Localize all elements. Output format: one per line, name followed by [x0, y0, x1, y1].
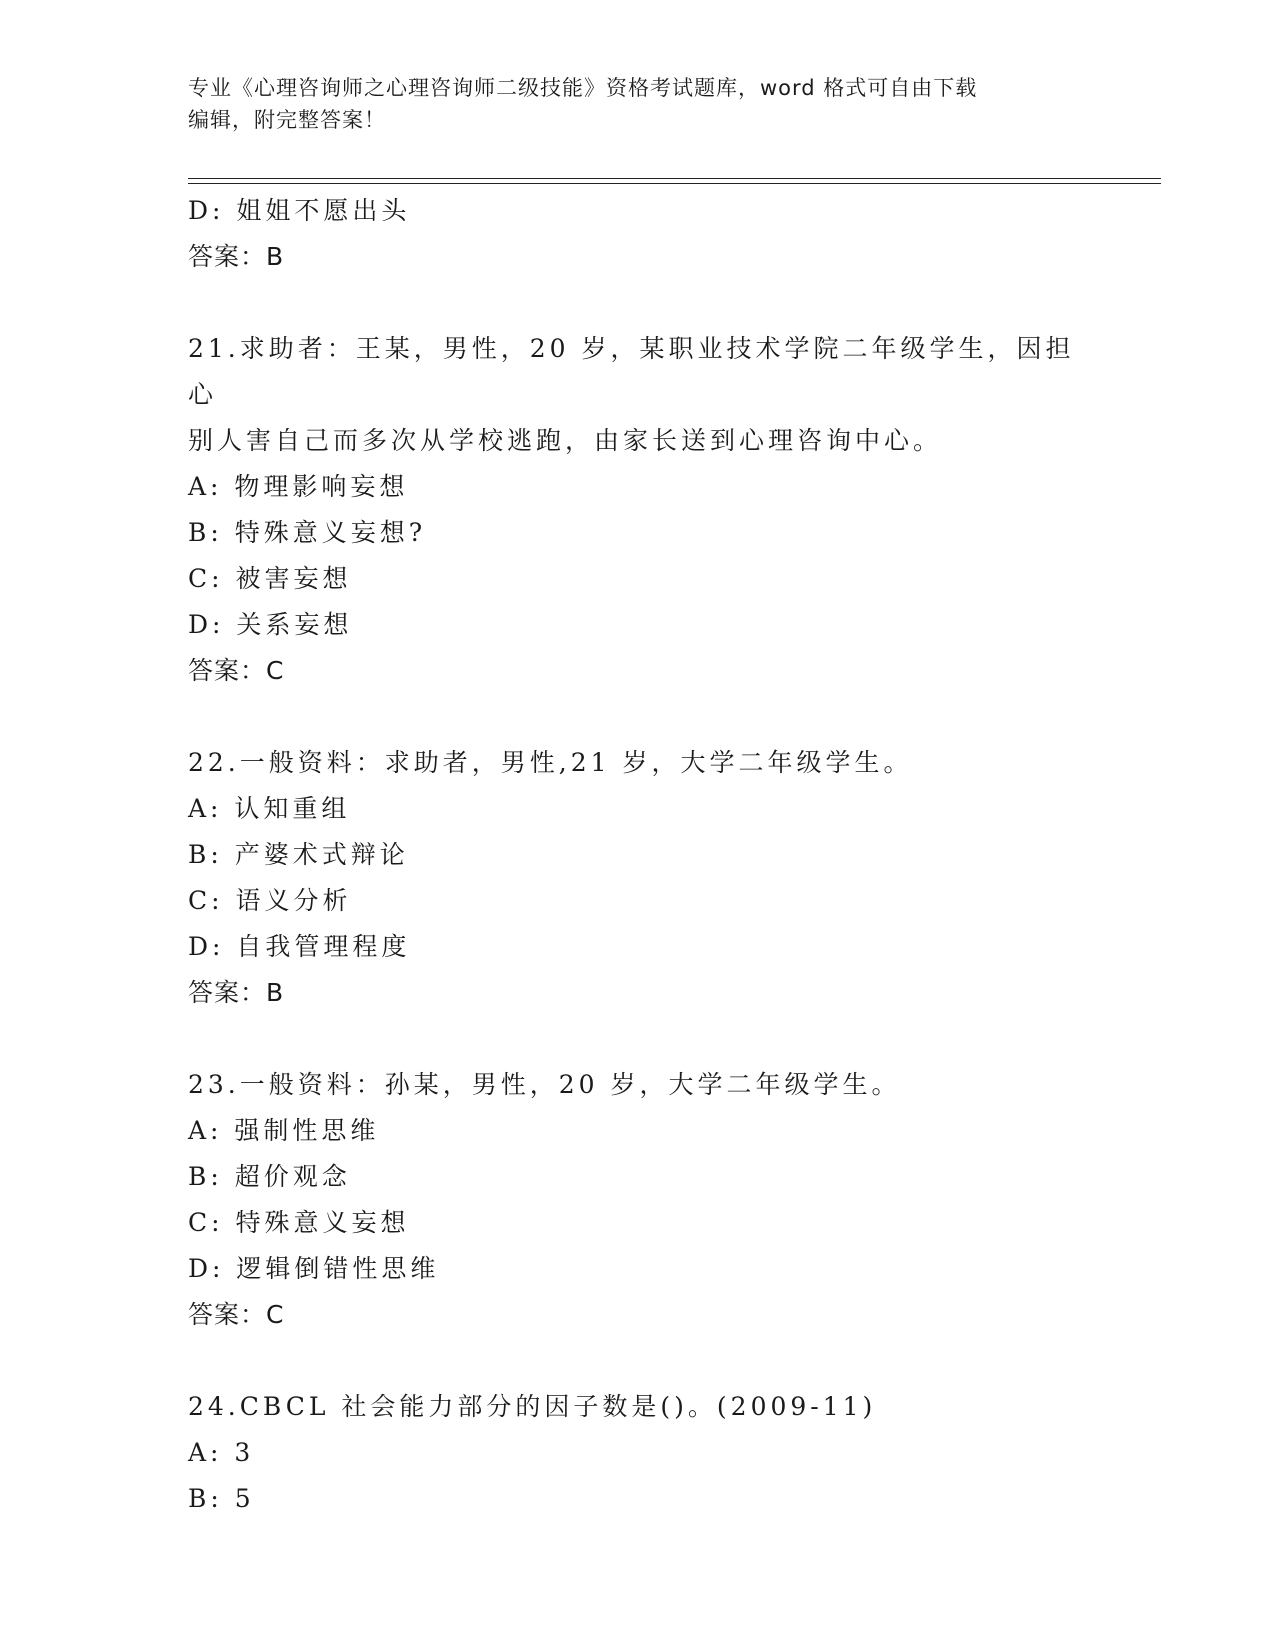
option-b: B: 产婆术式辩论 [188, 840, 409, 869]
question-21 [188, 326, 1088, 694]
document-body [188, 188, 1088, 1522]
answer: 答案：B [188, 978, 285, 1007]
question-stem: 24.CBCL 社会能力部分的因子数是()。(2009-11) [188, 1392, 877, 1421]
question-stem-line-2: 别人害自己而多次从学校逃跑，由家长送到心理咨询中心。 [188, 426, 943, 455]
option-b: B: 超价观念 [188, 1162, 351, 1191]
option-d: D: 逻辑倒错性思维 [188, 1254, 440, 1283]
question-24 [188, 1384, 1088, 1522]
document-header [188, 72, 1088, 136]
option-c: C: 语义分析 [188, 886, 352, 915]
question-stem: 23.一般资料：孙某，男性，20 岁，大学二年级学生。 [188, 1070, 901, 1099]
option-c: C: 被害妄想 [188, 564, 352, 593]
option-b: B: 特殊意义妄想? [188, 518, 427, 547]
option-a: A: 3 [188, 1438, 255, 1467]
answer: 答案：C [188, 1300, 285, 1329]
header-divider-bottom [188, 183, 1161, 184]
option-d: D: 姐姐不愿出头 [188, 196, 411, 225]
option-d: D: 关系妄想 [188, 610, 353, 639]
question-stem-line-1: 21.求助者：王某，男性，20 岁，某职业技术学院二年级学生，因担心 [188, 334, 1075, 409]
option-d: D: 自我管理程度 [188, 932, 411, 961]
carryover-question [188, 188, 1088, 280]
option-c: C: 特殊意义妄想 [188, 1208, 410, 1237]
header-line-2: 编辑，附完整答案！ [188, 108, 386, 132]
header-line-1: 专业《心理咨询师之心理咨询师二级技能》资格考试题库，word 格式可自由下载 [188, 76, 978, 100]
answer: 答案：B [188, 242, 285, 271]
option-a: A: 物理影响妄想 [188, 472, 409, 501]
question-22 [188, 740, 1088, 1016]
question-stem: 22.一般资料：求助者，男性,21 岁，大学二年级学生。 [188, 748, 913, 777]
option-b: B: 5 [188, 1484, 255, 1513]
option-a: A: 认知重组 [188, 794, 351, 823]
header-divider-top [188, 178, 1161, 179]
question-23 [188, 1062, 1088, 1338]
option-a: A: 强制性思维 [188, 1116, 380, 1145]
answer: 答案：C [188, 656, 285, 685]
